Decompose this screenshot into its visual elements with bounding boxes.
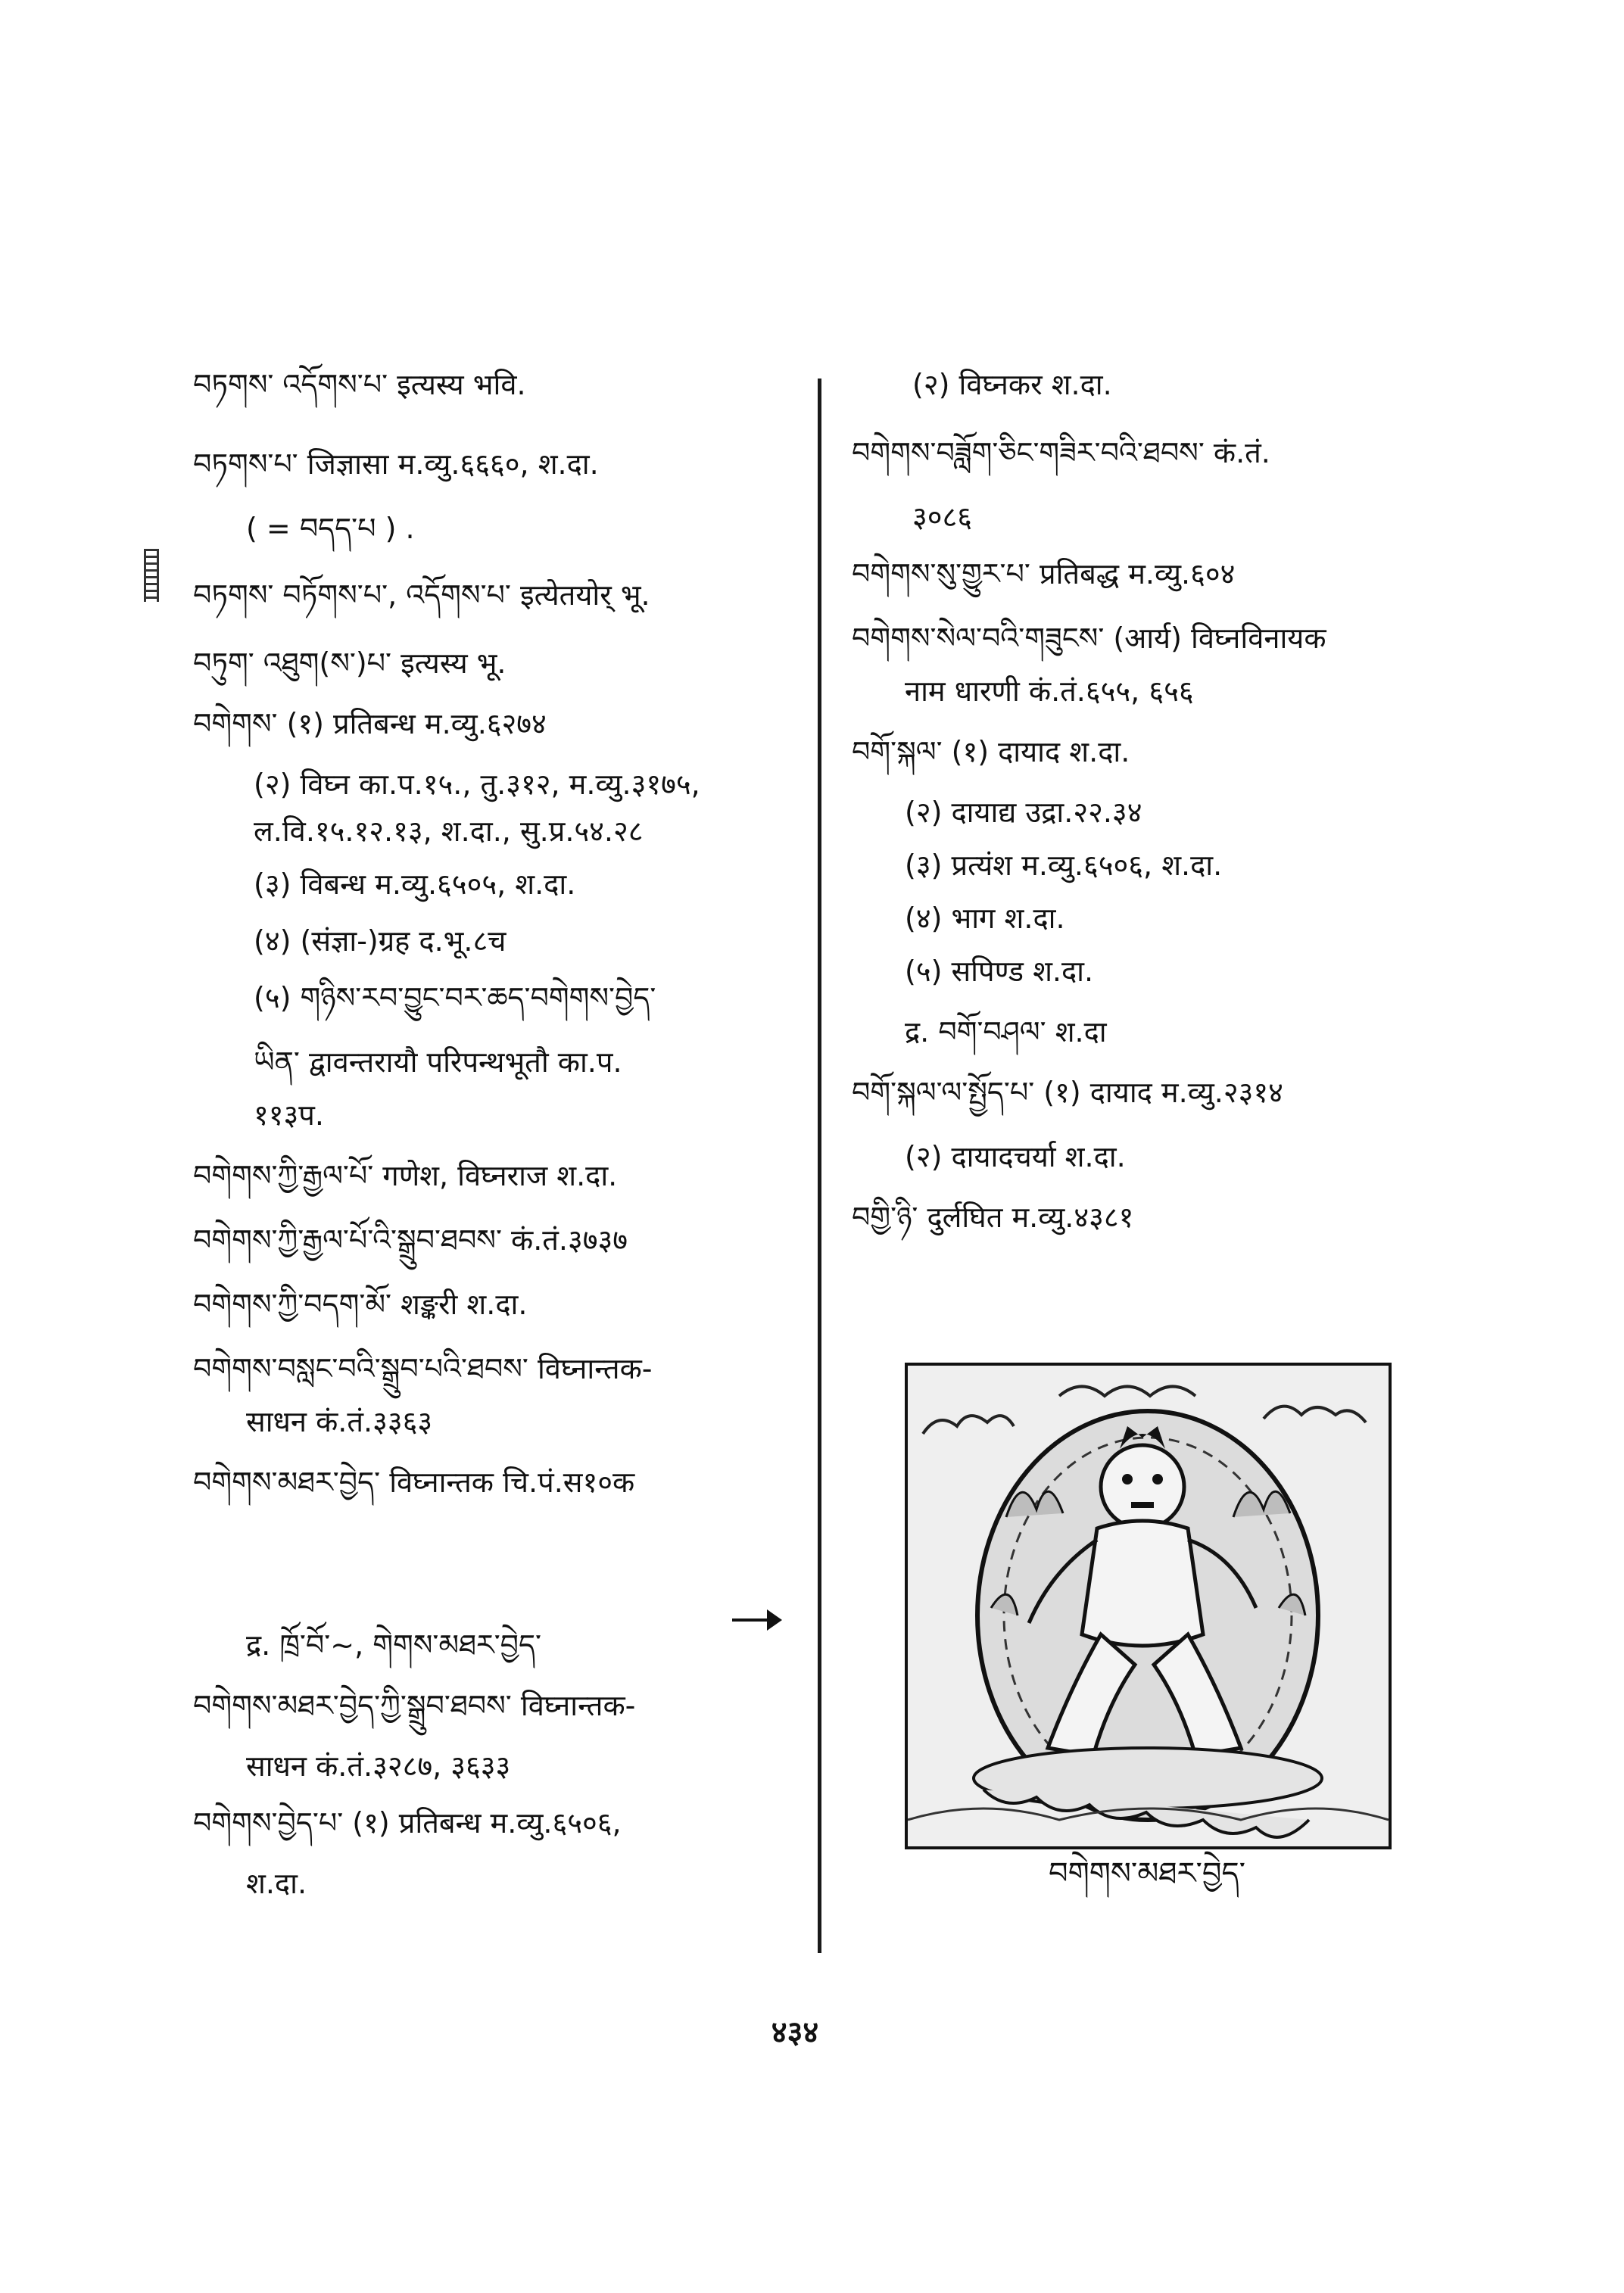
entry-line: (४) (संज्ञा-)ग्रह द.भू.८च	[254, 924, 507, 958]
illustration-caption: བགེགས་མཐར་བྱེད་	[1048, 1856, 1246, 1891]
deity-illustration	[905, 1363, 1392, 1849]
entry-line: (५) सपिण्ड श.दा.	[905, 955, 1094, 988]
margin-mark	[144, 549, 159, 602]
entry-line: བཏགས་ བཏོགས་པ་, འདོགས་པ་ इत्येतयोर् भू.	[193, 578, 650, 612]
entry-line: བགོ་སྐལ་ལ་སྤྱོད་པ་ (१) दायाद म.व्यु.२३१४	[852, 1076, 1283, 1109]
entry-line: साधन कं.तं.३३६३	[246, 1405, 433, 1438]
entry-line: བགེགས་སུ་གྱུར་པ་ प्रतिबद्ध म.व्यु.६०४	[852, 557, 1236, 590]
entry-line: བགེགས་བསླང་བའི་སྒྲུབ་པའི་ཐབས་ विघ्नान्तक-	[193, 1352, 653, 1385]
entry-line: (२) दायाद्य उद्रा.२२.३४	[905, 796, 1142, 829]
entry-line: (४) भाग श.दा.	[905, 902, 1065, 935]
entry-line: བཏགས་པ་ जिज्ञासा म.व्यु.६६६०, श.दा.	[193, 447, 599, 481]
entry-line: བགེགས་བྱེད་པ་ (१) प्रतिबन्ध म.व्यु.६५०६,	[193, 1806, 622, 1840]
entry-line: श.दा.	[246, 1867, 307, 1900]
right-arrow-icon	[731, 1605, 784, 1635]
entry-line: ल.वि.१५.१२.१३, श.दा., सु.प्र.५४.२८	[254, 815, 644, 848]
entry-line: ११३प.	[254, 1098, 324, 1132]
entry-line: བགོ་སྐལ་ (१) दायाद श.दा.	[852, 735, 1130, 768]
entry-line: ཡིན་ द्वावन्तरायौ परिपन्थभूतौ का.प.	[254, 1045, 622, 1079]
entry-line: བགེགས་ཀྱི་རྒྱལ་པོ་འི་སྒྲུབ་ཐབས་ कं.तं.३७३७	[193, 1223, 628, 1257]
entry-line: བགེགས་ཀྱི་བདག་མོ་ शङ्करी श.दा.	[193, 1288, 528, 1321]
entry-line: (२) दायादचर्या श.दा.	[905, 1140, 1126, 1173]
entry-line: ( = བདད་པ ) .	[246, 512, 415, 545]
entry-line: (२) विघ्न का.प.१५., तु.३१२, म.व्यु.३१७५,	[254, 768, 700, 801]
page-number: ४३४	[771, 2015, 819, 2050]
entry-line: (३) विबन्ध म.व्यु.६५०५, श.दा.	[254, 868, 576, 901]
entry-line: साधन कं.तं.३२८७, ३६३३	[246, 1749, 511, 1783]
entry-line: བགེགས་མཐར་བྱེད་ विघ्नान्तक चि.पं.स१०क	[193, 1466, 635, 1499]
column-divider	[818, 379, 821, 1953]
entry-line: (५) གཉིས་རབ་བྱུང་བར་ཆད་བགེགས་བྱེད་	[254, 981, 656, 1014]
entry-line: नाम धारणी कं.तं.६५५, ६५६	[905, 675, 1194, 708]
entry-line: བགེགས་མཐར་བྱེད་ཀྱི་སྒྲུབ་ཐབས་ विघ्नान्तक-	[193, 1689, 636, 1722]
entry-line: द्र. བགོ་བཤལ་ श.दा	[905, 1015, 1107, 1048]
entry-line: བགེགས་ (१) प्रतिबन्ध म.व्यु.६२७४	[193, 707, 547, 740]
entry-line: ३०८६	[912, 500, 973, 534]
entry-line: བགྱི་ཉི་ दुर्लघित म.व्यु.४३८१	[852, 1201, 1134, 1234]
entry-line: द्र. ཁྲོ་བོ་~, གེགས་མཐར་བྱེད་	[246, 1628, 542, 1662]
entry-line: བགེགས་ཀྱི་རྒྱལ་པོ་ गणेश, विघ्नराज श.दा.	[193, 1159, 618, 1192]
entry-line: (३) प्रत्यंश म.व्यु.६५०६, श.दा.	[905, 849, 1223, 882]
entry-line: བཏུག་ འཐུག(ས་)པ་ इत्यस्य भू.	[193, 646, 507, 680]
entry-line: བཏགས་ འདོགས་པ་ इत्यस्य भवि.	[193, 368, 526, 401]
entry-line: (२) विघ्नकर श.दा.	[912, 368, 1112, 401]
deity-illustration-icon	[908, 1366, 1389, 1846]
entry-line: བགེགས་སེལ་བའི་གཟུངས་ (आर्य) विघ्नविनायक	[852, 622, 1326, 655]
entry-line: བགེགས་བཟློག་ཅིང་གཟིར་བའི་ཐབས་ कं.तं.	[852, 436, 1270, 469]
